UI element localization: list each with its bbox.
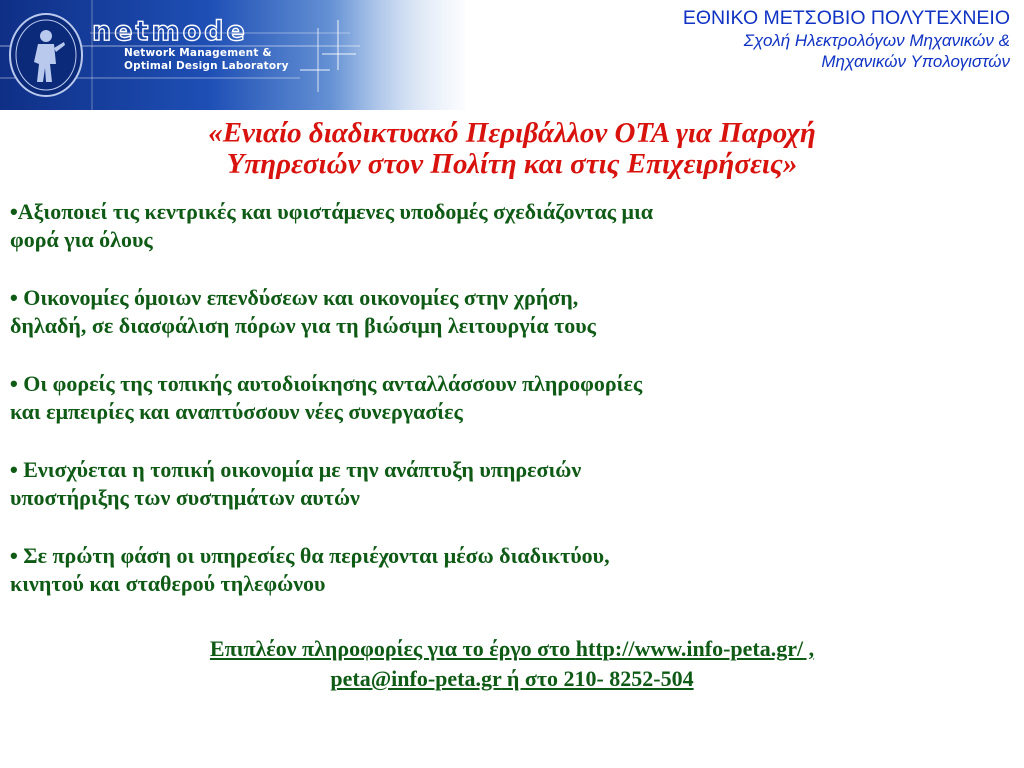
slide-title (60, 118, 964, 180)
bullet-text-line2: φορά για όλους (10, 227, 153, 252)
school-name-line1: Σχολή Ηλεκτρολόγων Μηχανικών & (743, 31, 1010, 50)
header-banner (0, 0, 465, 110)
bullet-text-line1: Οικονομίες όμοιων επενδύσεων και οικονομίες στην χρήση, (17, 285, 579, 310)
contact-info (10, 634, 1014, 694)
bullet-marker: • (10, 285, 18, 310)
netmode-logo (90, 16, 340, 46)
bullet-text-line2: κινητού και σταθερού τηλεφώνου (10, 571, 326, 596)
bullet-text-line1: Ενισχύεται η τοπική οικονομία με την ανάπτυξη υπηρεσιών (17, 457, 582, 482)
university-header (683, 6, 1010, 72)
bullet-text-line1: Αξιοποιεί τις κεντρικές και υφιστάμενες υποδομές σχεδιάζοντας μια (17, 199, 654, 224)
bullet-item (10, 284, 1014, 340)
lab-name-line1: Network Management & (124, 47, 272, 59)
title-line1: «Ενιαίο διαδικτυακό Περιβάλλον ΟΤΑ για Παροχή (208, 117, 816, 149)
contact-prefix: Επιπλέον πληροφορίες για το έργο στο (209, 636, 576, 661)
contact-phone: ή στο 210- 8252-504 (501, 666, 694, 691)
bullet-list (10, 198, 1014, 628)
bullet-marker: • (10, 199, 18, 224)
project-website-link[interactable]: http://www.info-peta.gr/ (575, 636, 804, 661)
title-line2: Υπηρεσιών στον Πολίτη και στις Επιχειρήσεις» (226, 148, 798, 180)
bullet-text-line1: Οι φορείς της τοπικής αυτοδιοίκησης ανταλλάσσουν πληροφορίες (17, 371, 643, 396)
project-email-link[interactable]: peta@info-peta.gr (330, 666, 502, 691)
bullet-text-line2: υποστήριξης των συστημάτων αυτών (10, 485, 360, 510)
bullet-item (10, 370, 1014, 426)
bullet-item (10, 198, 1014, 254)
bullet-marker: • (10, 371, 18, 396)
school-name-line2: Μηχανικών Υπολογιστών (821, 52, 1010, 71)
bullet-text-line2: δηλαδή, σε διασφάλιση πόρων για τη βιώσιμη λειτουργία τους (10, 313, 596, 338)
bullet-item (10, 456, 1014, 512)
lab-name-line2: Optimal Design Laboratory (124, 60, 289, 72)
bullet-marker: • (10, 457, 18, 482)
university-crest-icon (8, 12, 84, 98)
bullet-text-line2: και εμπειρίες και αναπτύσσουν νέες συνεργασίες (10, 399, 463, 424)
bullet-text-line1: Σε πρώτη φάση οι υπηρεσίες θα περιέχονται μέσω διαδικτύου, (17, 543, 610, 568)
bullet-item (10, 542, 1014, 598)
university-name: ΕΘΝΙΚΟ ΜΕΤΣΟΒΙΟ ΠΟΛΥΤΕΧΝΕΙΟ (682, 7, 1010, 29)
logo-text: netmode (92, 16, 248, 46)
contact-separator: , (803, 636, 815, 661)
bullet-marker: • (10, 543, 18, 568)
